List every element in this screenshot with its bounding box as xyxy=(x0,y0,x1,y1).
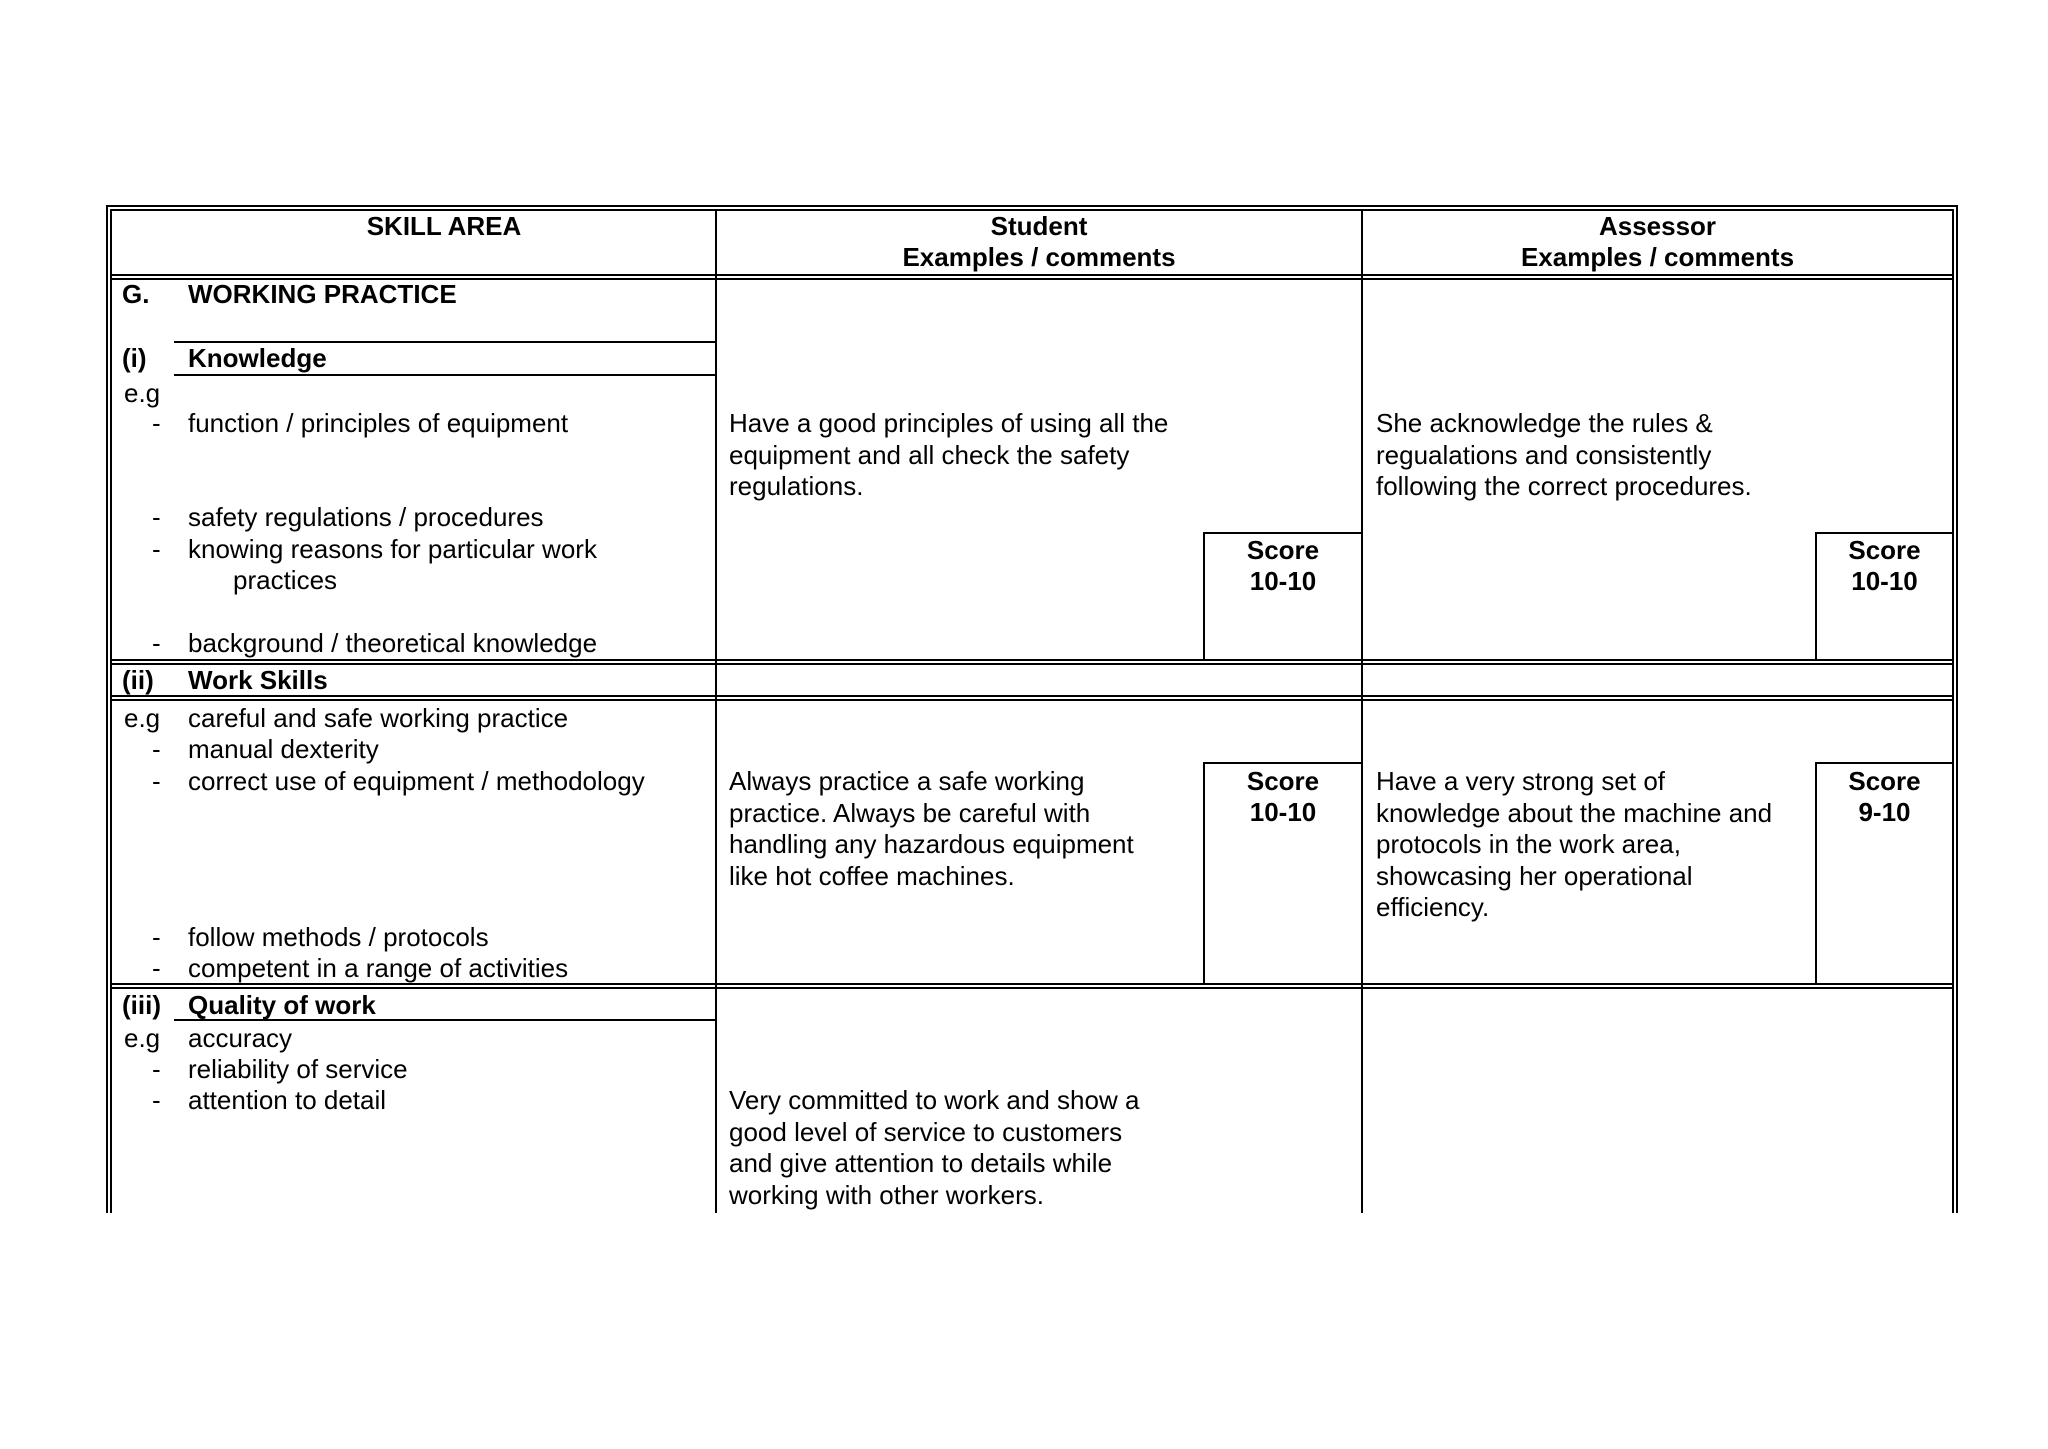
row-divider-header xyxy=(110,274,1954,276)
row-divider-workskills-title-2 xyxy=(110,699,1954,701)
bullet-dash: - xyxy=(152,953,161,983)
bullet-dash: - xyxy=(152,628,161,658)
header-student-sub: Examples / comments xyxy=(902,242,1176,272)
knowledge-student-comment: Have a good principles of using all the equipment and all check the safety regulations. xyxy=(729,408,1169,501)
bullet-dash: - xyxy=(152,502,161,532)
column-divider-1 xyxy=(715,209,717,1213)
assessor-score-label: Score xyxy=(1848,766,1921,796)
bullet-dash: - xyxy=(152,766,161,796)
workskills-assessor-comment: Have a very strong set of knowledge about the machine and protocols in the work area, showcasing her operational efficiency. xyxy=(1376,766,1773,922)
workskills-item: careful and safe working practice xyxy=(188,703,569,733)
workskills-number: (ii) xyxy=(122,665,154,695)
student-score-box-top xyxy=(1203,532,1361,534)
student-score-box-top-2 xyxy=(1203,762,1361,764)
bullet-dash: - xyxy=(152,408,161,438)
knowledge-item: knowing reasons for particular work xyxy=(188,534,597,564)
knowledge-title: Knowledge xyxy=(188,343,327,373)
workskills-title: Work Skills xyxy=(188,665,328,695)
bullet-dash: - xyxy=(152,534,161,564)
workskills-item: correct use of equipment / methodology xyxy=(188,766,645,796)
student-score-label: Score xyxy=(1246,535,1320,565)
assessor-score-box-top-2 xyxy=(1815,762,1952,764)
quality-item: reliability of service xyxy=(188,1054,408,1084)
header-assessor: Assessor xyxy=(1598,211,1717,241)
knowledge-item: safety regulations / procedures xyxy=(188,502,544,532)
knowledge-eg: e.g xyxy=(124,378,161,408)
workskills-item: manual dexterity xyxy=(188,734,379,764)
knowledge-assessor-comment: She acknowledge the rules & regualations and consistently following the correct procedures. xyxy=(1376,408,1752,501)
table-border-top-outer xyxy=(106,205,1958,207)
knowledge-number: (i) xyxy=(122,343,147,373)
quality-student-comment: Very committed to work and show a good level of service to customers and give attention to details while working with other workers. xyxy=(729,1085,1140,1210)
quality-title: Quality of work xyxy=(188,990,376,1020)
bullet-dash: - xyxy=(152,1085,161,1115)
workskills-item: follow methods / protocols xyxy=(188,922,489,952)
section-title: WORKING PRACTICE xyxy=(188,279,457,309)
header-student: Student xyxy=(990,211,1088,241)
workskills-eg: e.g xyxy=(124,703,161,733)
assessor-score-label: Score xyxy=(1848,535,1921,565)
quality-item: attention to detail xyxy=(188,1085,387,1115)
quality-number: (iii) xyxy=(122,990,161,1020)
workskills-student-comment: Always practice a safe working practice. Always be careful with handling any hazardous equipment like hot coffee machines. xyxy=(729,766,1134,891)
table-border-left-inner xyxy=(110,209,112,1213)
row-divider-workskills-title xyxy=(110,695,1954,697)
table-border-right-outer xyxy=(1956,205,1958,1213)
assessor-score-value: 10-10 xyxy=(1851,566,1918,596)
row-divider-knowledge-2 xyxy=(110,663,1954,665)
section-letter: G. xyxy=(122,279,150,309)
student-score-label: Score xyxy=(1246,766,1320,796)
assessor-score-box-top xyxy=(1815,532,1952,534)
header-assessor-sub: Examples / comments xyxy=(1520,242,1795,272)
row-divider-workskills-2 xyxy=(110,987,1954,989)
header-skill-area: SKILL AREA xyxy=(366,211,522,241)
knowledge-item-continuation: practices xyxy=(233,565,338,595)
quality-eg: e.g xyxy=(124,1023,161,1053)
knowledge-item: function / principles of equipment xyxy=(188,408,569,438)
bullet-dash: - xyxy=(152,922,161,952)
student-score-value: 10-10 xyxy=(1249,566,1317,596)
quality-item: accuracy xyxy=(188,1023,293,1053)
knowledge-item: background / theoretical knowledge xyxy=(188,628,598,658)
table-border-right-inner xyxy=(1952,209,1954,1213)
workskills-item: competent in a range of activities xyxy=(188,953,569,983)
bullet-dash: - xyxy=(152,1054,161,1084)
table-border-left-outer xyxy=(106,205,108,1213)
assessor-score-value: 9-10 xyxy=(1858,797,1911,827)
column-divider-2 xyxy=(1361,209,1363,1213)
student-score-value: 10-10 xyxy=(1249,797,1317,827)
bullet-dash: - xyxy=(152,734,161,764)
